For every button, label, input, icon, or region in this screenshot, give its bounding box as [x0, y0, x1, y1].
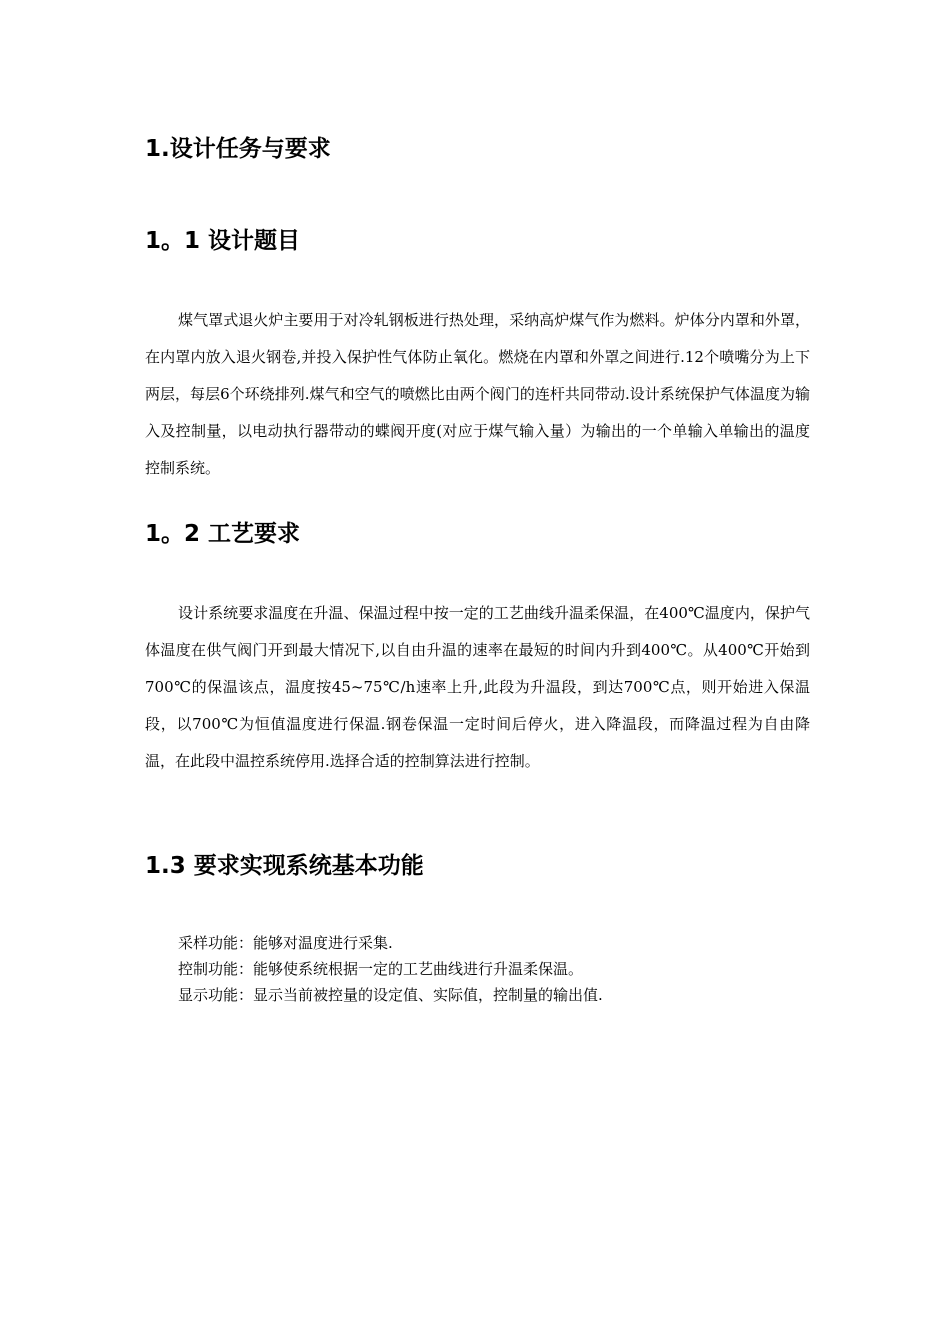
function-item-display: 显示功能：显示当前被控量的设定值、实际值，控制量的输出值. [178, 986, 603, 1004]
function-item-control: 控制功能：能够使系统根据一定的工艺曲线进行升温柔保温。 [178, 960, 584, 978]
section-1-1-paragraph-text: 煤气罩式退火炉主要用于对冷轧钢板进行热处理，采纳高炉煤气作为燃料。炉体分内罩和外罩，在内罩内放入退火钢卷,并投入保护性气体防止氧化。燃烧在内罩和外罩之间进行.12个喷嘴分为上下两层，每层6个环绕排列.煤气和空气的喷燃比由两个阀门的连杆共同带动.设计系统保护气体温度为输入及控制量，以电动执行器带动的蝶阀开度(对应于煤气输入量）为输出的一个单输入单输出的温度控制系统。 [145, 311, 810, 477]
section-1-2-paragraph-text: 设计系统要求温度在升温、保温过程中按一定的工艺曲线升温柔保温，在400℃温度内，保护气体温度在供气阀门开到最大情况下,以自由升温的速率在最短的时间内升到400℃。从400℃开始到700℃的保温该点，温度按45~75℃/h速率上升,此段为升温段，到达700℃点，则开始进入保温段，以700℃为恒值温度进行保温.钢卷保温一定时间后停火，进入降温段，而降温过程为自由降温，在此段中温控系统停用.选择合适的控制算法进行控制。 [145, 604, 810, 770]
section-1-heading: 1.设计任务与要求 [145, 136, 331, 162]
function-item-sampling: 采样功能：能够对温度进行采集. [178, 934, 393, 952]
section-1-2-paragraph [145, 595, 810, 780]
section-1-2-heading: 1。2 工艺要求 [145, 521, 301, 547]
section-1-1-paragraph [145, 302, 810, 487]
section-1-1-heading: 1。1 设计题目 [145, 228, 301, 254]
section-1-3-heading: 1.3 要求实现系统基本功能 [145, 853, 424, 879]
